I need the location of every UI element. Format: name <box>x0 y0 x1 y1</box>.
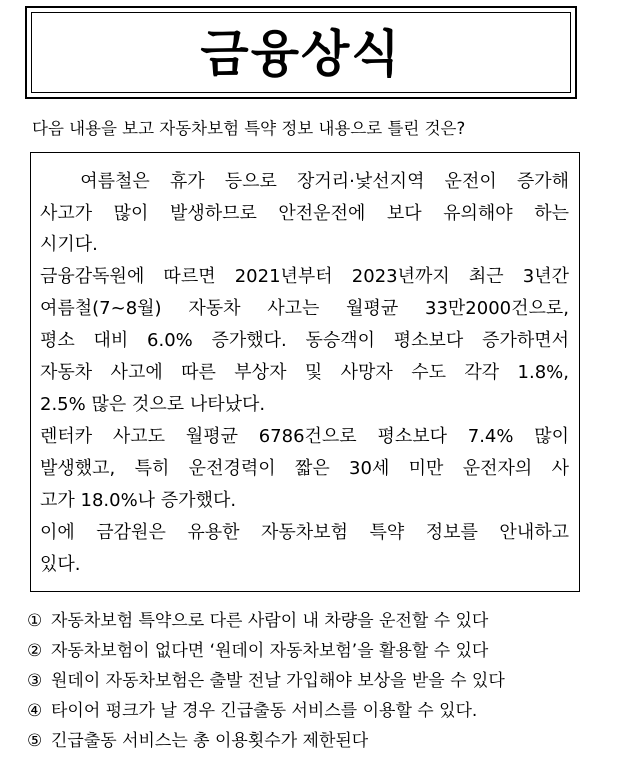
passage-line: 자동차 사고에 따른 부상자 및 사망자 수도 각각 1.8%, <box>40 362 569 383</box>
passage-line: 이에 금감원은 유용한 자동차보험 특약 정보를 안내하고 <box>40 522 569 543</box>
option-number: ④ <box>27 701 43 721</box>
option-number: ③ <box>27 671 43 691</box>
passage-line: 여름철은 휴가 등으로 장거리·낯선지역 운전이 증가해 <box>40 171 569 192</box>
option-text: 긴급출동 서비스는 총 이용횟수가 제한된다 <box>51 731 369 751</box>
answer-options <box>27 606 505 756</box>
option-5[interactable] <box>27 726 505 756</box>
passage-line: 여름철(7~8월) 자동차 사고는 월평균 33만2000건으로, <box>40 298 569 319</box>
option-2[interactable] <box>27 636 505 666</box>
option-number: ① <box>27 611 43 631</box>
option-1[interactable] <box>27 606 505 636</box>
title-box <box>25 6 577 99</box>
option-text: 타이어 펑크가 날 경우 긴급출동 서비스를 이용할 수 있다. <box>51 701 478 721</box>
option-number: ⑤ <box>27 731 43 751</box>
passage-line: 금융감독원에 따르면 2021년부터 2023년까지 최근 3년간 <box>40 266 569 287</box>
option-number: ② <box>27 641 43 661</box>
option-3[interactable] <box>27 666 505 696</box>
question-text: 다음 내용을 보고 자동차보험 특약 정보 내용으로 틀린 것은? <box>32 119 466 138</box>
passage-box <box>30 152 580 592</box>
passage-line: 사고가 많이 발생하므로 안전운전에 보다 유의해야 하는 <box>40 203 569 224</box>
option-4[interactable] <box>27 696 505 726</box>
page-title: 금융상식 <box>200 24 402 83</box>
option-text: 원데이 자동차보험은 출발 전날 가입해야 보상을 받을 수 있다 <box>51 671 505 691</box>
passage-line: 평소 대비 6.0% 증가했다. 동승객이 평소보다 증가하면서 <box>40 330 569 351</box>
option-text: 자동차보험 특약으로 다른 사람이 내 차량을 운전할 수 있다 <box>51 611 489 631</box>
option-text: 자동차보험이 없다면 ‘원데이 자동차보험’을 활용할 수 있다 <box>51 641 489 661</box>
passage-line: 렌터카 사고도 월평균 6786건으로 평소보다 7.4% 많이 <box>40 426 569 447</box>
passage-line: 2.5% 많은 것으로 나타났다. <box>40 394 266 415</box>
passage-line: 고가 18.0%나 증가했다. <box>40 490 237 511</box>
passage-line: 발생했고, 특히 운전경력이 짧은 30세 미만 운전자의 사 <box>40 458 569 479</box>
passage-line: 시기다. <box>40 234 98 255</box>
passage-line: 있다. <box>40 554 81 575</box>
